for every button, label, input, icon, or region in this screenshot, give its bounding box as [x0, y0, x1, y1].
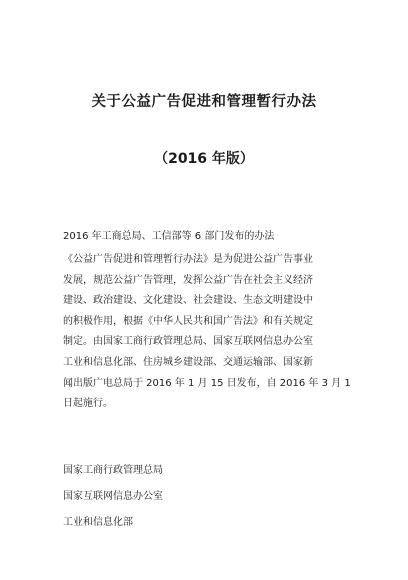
signatory-item: 国家工商行政管理总局 [63, 465, 163, 476]
body-line: 建设、政治建设、文化建设、社会建设、生态文明建设中 [63, 295, 313, 307]
body-line: 工业和信息化部、住房城乡建设部、交通运输部、国家新 [63, 356, 313, 368]
body-line: 《公益广告促进和管理暂行办法》是为促进公益广告事业 [63, 254, 313, 265]
signatory-list [63, 463, 363, 541]
document-title: 关于公益广告促进和管理暂行办法 [91, 94, 317, 110]
intro-line: 2016 年工商总局、工信部等 6 部门发布的办法 [63, 231, 275, 242]
body-line: 制定。由国家工商行政管理总局、国家互联网信息办公室 [63, 336, 313, 348]
signatory-item: 工业和信息化部 [63, 517, 133, 528]
signatory-item: 国家互联网信息办公室 [63, 491, 163, 502]
body-line: 的积极作用，根据《中华人民共和国广告法》和有关规定 [63, 315, 313, 327]
body-line: 日起施行。 [63, 398, 113, 410]
body-paragraph [63, 250, 353, 415]
document-subtitle: （2016 年版） [154, 151, 254, 167]
body-line: 发展，规范公益广告管理，发挥公益广告在社会主义经济 [63, 274, 313, 286]
body-line: 闻出版广电总局于 2016 年 1 月 15 日发布，自 2016 年 3 月 1 [63, 377, 351, 389]
